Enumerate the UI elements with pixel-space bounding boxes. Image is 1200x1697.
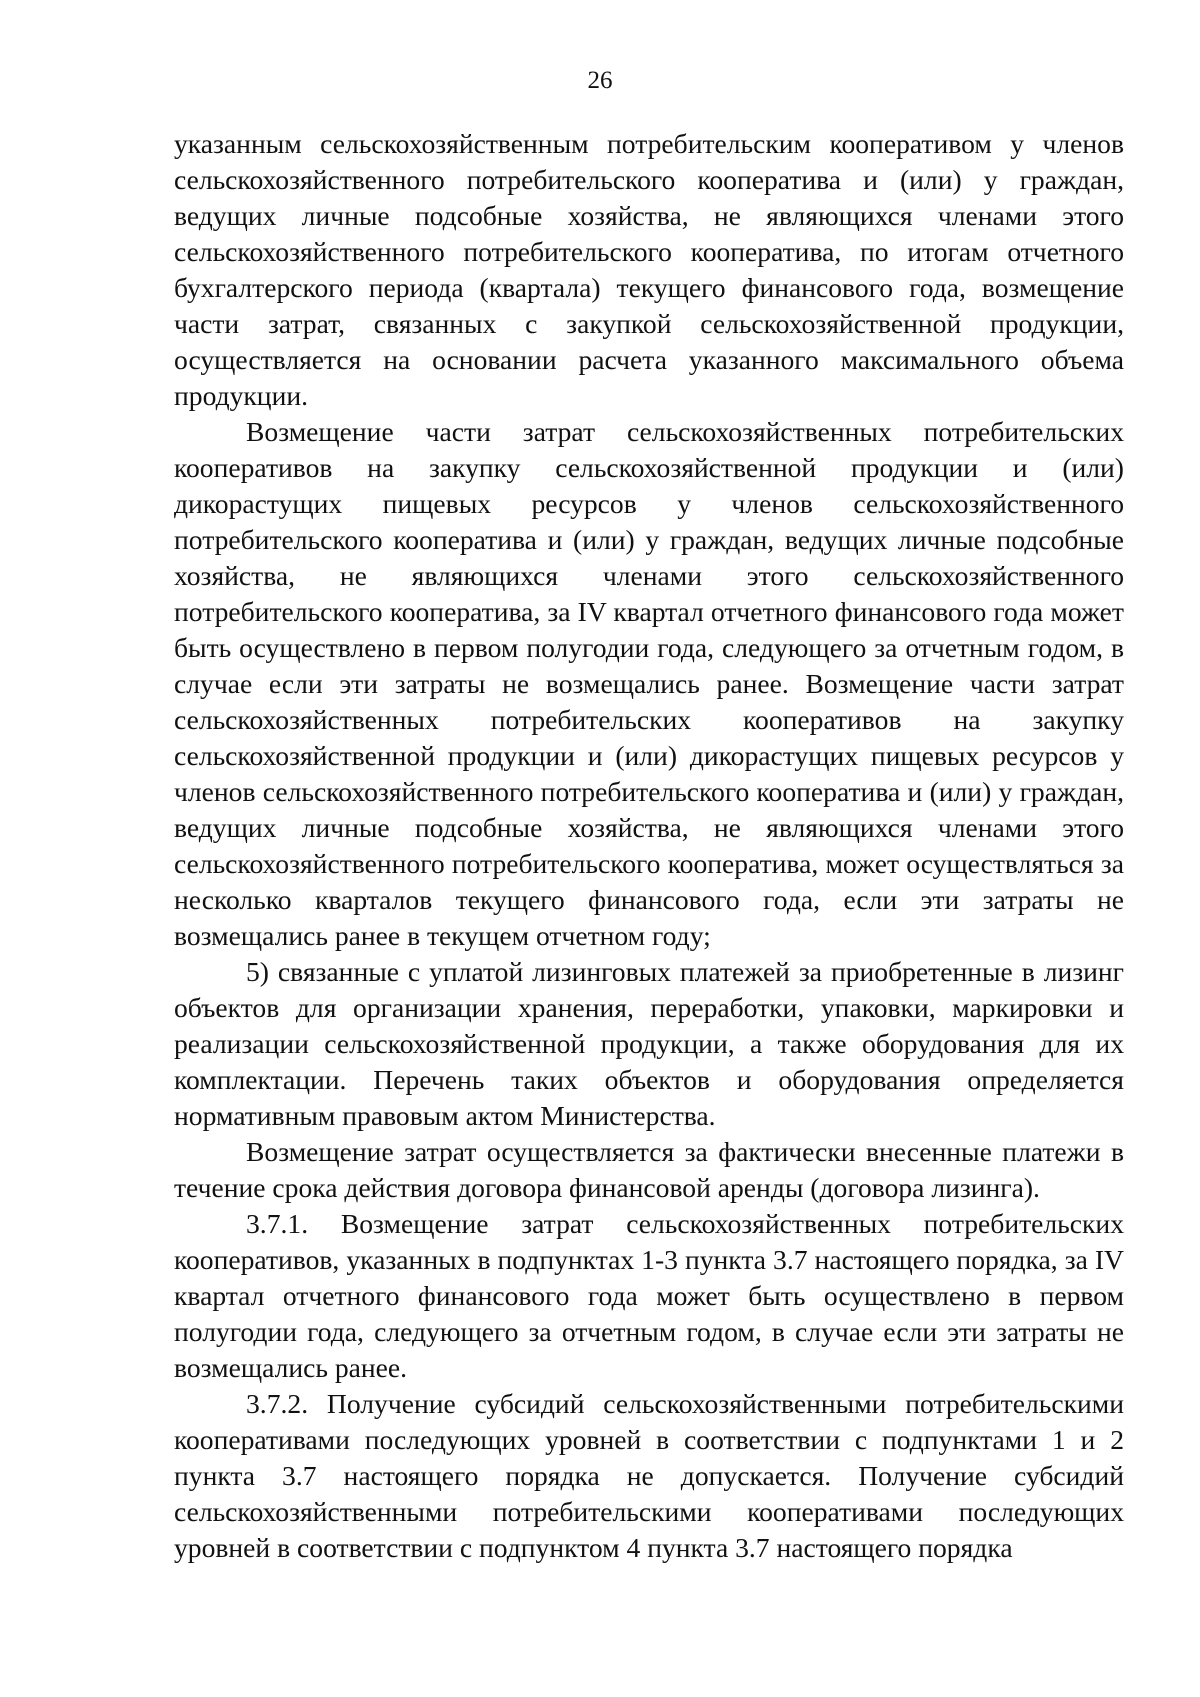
paragraph-3-7-1: 3.7.1. Возмещение затрат сельскохозяйственных потребительских кооперативов, указанных в подпунктах 1-3 пункта 3.7 настоящего порядка, за IV квартал отчетного финансового года может быть осуществлено в первом полугодии года, следующего за отчетным годом, в случае если эти затраты не возмещались ранее. <box>174 1208 1124 1383</box>
page-number: 26 <box>587 67 613 94</box>
document-body <box>174 126 1124 1566</box>
paragraph-item-5-leasing: 5) связанные с уплатой лизинговых платежей за приобретенные в лизинг объектов для организации хранения, переработки, упаковки, маркировки и реализации сельскохозяйственной продукции, а также оборудования для их комплектации. Перечень таких объектов и оборудования определяется нормативным правовым актом Министерства. <box>174 956 1124 1131</box>
paragraph-continuation: указанным сельскохозяйственным потребительским кооперативом у членов сельскохозяйственного потребительского кооператива и (или) у граждан, ведущих личные подсобные хозяйства, не являющихся членами этого сельскохозяйственного потребительского кооператива, по итогам отчетного бухгалтерского периода (квартала) текущего финансового года, возмещение части затрат, связанных с закупкой сельскохозяйственной продукции, осуществляется на основании расчета указанного максимального объема продукции. <box>174 128 1124 411</box>
paragraph-3-7-2: 3.7.2. Получение субсидий сельскохозяйственными потребительскими кооперативами последующих уровней в соответствии с подпунктами 1 и 2 пункта 3.7 настоящего порядка не допускается. Получение субсидий сельскохозяйственными потребительскими кооперативами последующих уровней в соответствии с подпунктом 4 пункта 3.7 настоящего порядка <box>174 1388 1124 1563</box>
paragraph-reimbursement-purchase: Возмещение части затрат сельскохозяйственных потребительских кооперативов на закупку сельскохозяйственной продукции и (или) дикорастущих пищевых ресурсов у членов сельскохозяйственного потребительского кооператива и (или) у граждан, ведущих личные подсобные хозяйства, не являющихся членами этого сельскохозяйственного потребительского кооператива, за IV квартал отчетного финансового года может быть осуществлено в первом полугодии года, следующего за отчетным годом, в случае если эти затраты не возмещались ранее. Возмещение части затрат сельскохозяйственных потребительских кооперативов на закупку сельскохозяйственной продукции и (или) дикорастущих пищевых ресурсов у членов сельскохозяйственного потребительского кооператива и (или) у граждан, ведущих личные подсобные хозяйства, не являющихся членами этого сельскохозяйственного потребительского кооператива, может осуществляться за несколько кварталов текущего финансового года, если эти затраты не возмещались ранее в текущем отчетном году; <box>174 416 1124 951</box>
paragraph-leasing-payments: Возмещение затрат осуществляется за фактически внесенные платежи в течение срока действия договора финансовой аренды (договора лизинга). <box>174 1136 1124 1203</box>
